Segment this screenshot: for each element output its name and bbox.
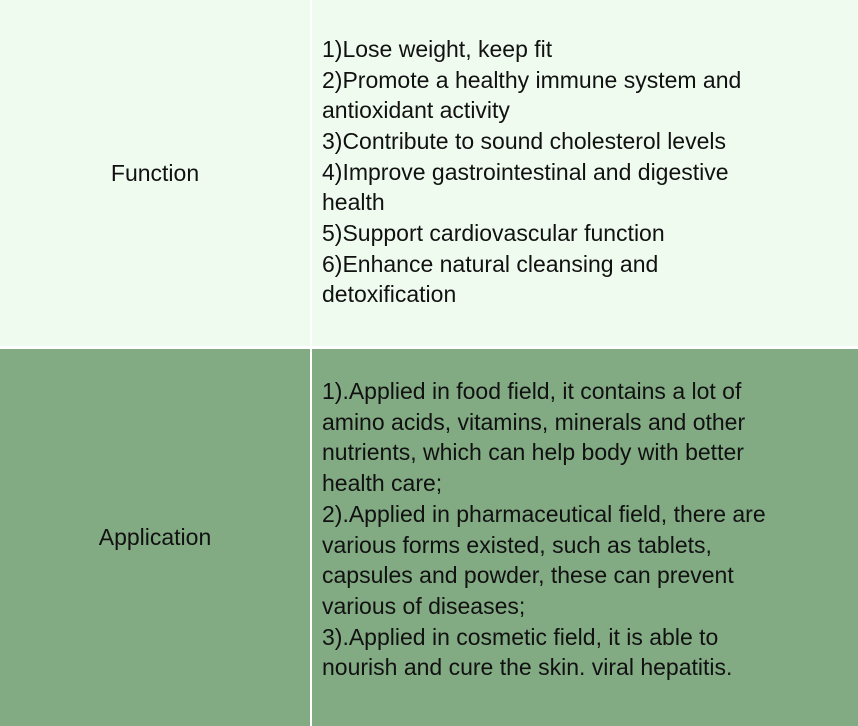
application-line: various forms existed, such as tablets, [322, 531, 712, 558]
application-line: various of diseases; [322, 592, 526, 619]
application-line: nourish and cure the skin. viral hepatitis. [322, 654, 733, 681]
function-line: detoxification [322, 281, 457, 308]
function-content-cell [312, 0, 858, 346]
function-label-cell [0, 0, 310, 346]
function-row [0, 0, 858, 346]
function-line: health [322, 189, 385, 216]
application-line: capsules and powder, these can prevent [322, 562, 734, 589]
application-line: 3).Applied in cosmetic field, it is able to [322, 623, 719, 650]
application-label: Application [98, 524, 212, 550]
function-label: Function [110, 159, 200, 186]
function-line: 4)Improve gastrointestinal and digestive [322, 158, 729, 185]
function-list [322, 34, 741, 310]
application-list [322, 376, 766, 683]
function-line: 3)Contribute to sound cholesterol levels [322, 127, 727, 154]
application-line: nutrients, which can help body with better [322, 439, 744, 466]
application-row [0, 349, 858, 726]
application-line: health care; [322, 470, 443, 497]
application-line: 2).Applied in pharmaceutical field, there are [322, 500, 766, 527]
function-line: 2)Promote a healthy immune system and [322, 66, 742, 93]
application-content-cell [312, 349, 858, 726]
function-line: 1)Lose weight, keep fit [322, 35, 553, 62]
application-line: amino acids, vitamins, minerals and other [322, 408, 746, 435]
function-line: 6)Enhance natural cleansing and [322, 250, 659, 277]
application-line: 1).Applied in food field, it contains a lot of [322, 377, 742, 404]
function-line: antioxidant activity [322, 97, 510, 124]
application-label-cell [0, 349, 310, 726]
function-line: 5)Support cardiovascular function [322, 220, 665, 247]
